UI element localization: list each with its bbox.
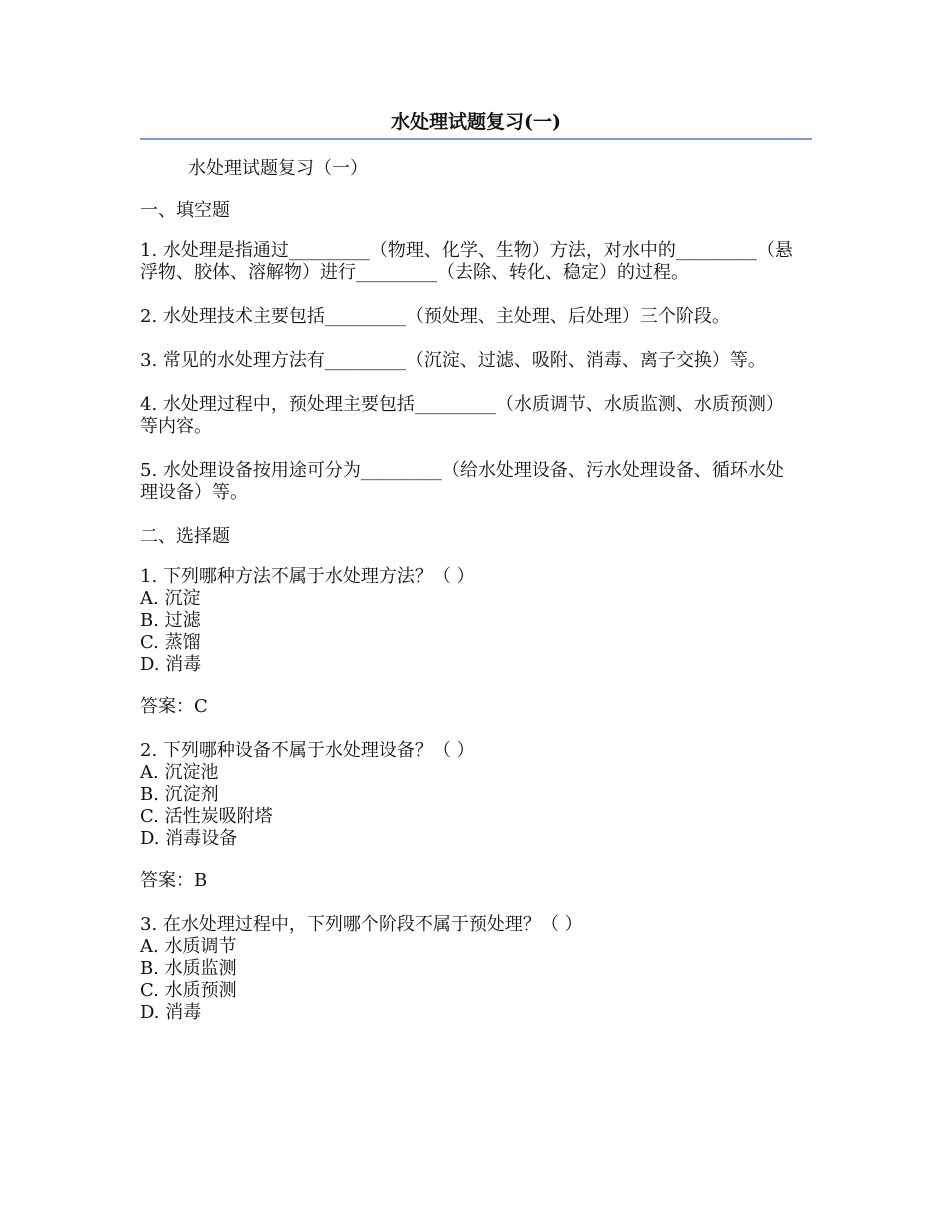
fill-question-5: 5. 水处理设备按用途可分为_________（给水处理设备、污水处理设备、循环水处理设备）等。 bbox=[140, 460, 784, 503]
option-d: D. 消毒 bbox=[140, 1002, 202, 1023]
question-text: 3. 在水处理过程中，下列哪个阶段不属于预处理？（ ） bbox=[140, 914, 583, 935]
option-a: A. 沉淀池 bbox=[140, 762, 219, 783]
section-heading-choice: 二、选择题 bbox=[140, 526, 230, 547]
option-c: C. 蒸馏 bbox=[140, 632, 201, 653]
fill-question-1: 1. 水处理是指通过_________（物理、化学、生物）方法，对水中的_________（悬浮物、胶体、溶解物）进行_________（去除、转化、稳定）的过程。 bbox=[140, 240, 793, 283]
question-text: 2. 下列哪种设备不属于水处理设备？（ ） bbox=[140, 740, 475, 761]
option-b: B. 沉淀剂 bbox=[140, 784, 219, 805]
option-c: C. 水质预测 bbox=[140, 980, 237, 1001]
title-divider bbox=[140, 138, 812, 140]
fill-question-3: 3. 常见的水处理方法有_________（沉淀、过滤、吸附、消毒、离子交换）等。 bbox=[140, 350, 766, 371]
fill-question-2: 2. 水处理技术主要包括_________（预处理、主处理、后处理）三个阶段。 bbox=[140, 306, 730, 327]
document-page bbox=[140, 108, 812, 1044]
option-c: C. 活性炭吸附塔 bbox=[140, 806, 273, 827]
answer-2: 答案：B bbox=[140, 870, 208, 891]
choice-question-1 bbox=[140, 566, 812, 676]
fill-question-4: 4. 水处理过程中，预处理主要包括_________（水质调节、水质监测、水质预测）等内容。 bbox=[140, 394, 784, 437]
option-a: A. 水质调节 bbox=[140, 936, 237, 957]
option-b: B. 水质监测 bbox=[140, 958, 237, 979]
document-subtitle: 水处理试题复习（一） bbox=[188, 158, 368, 179]
option-a: A. 沉淀 bbox=[140, 588, 201, 609]
answer-1: 答案：C bbox=[140, 696, 208, 717]
option-b: B. 过滤 bbox=[140, 610, 201, 631]
option-d: D. 消毒 bbox=[140, 654, 202, 675]
choice-question-3 bbox=[140, 914, 812, 1024]
document-title: 水处理试题复习(一) bbox=[391, 111, 561, 133]
section-heading-fill: 一、填空题 bbox=[140, 200, 230, 221]
option-d: D. 消毒设备 bbox=[140, 828, 238, 849]
question-text: 1. 下列哪种方法不属于水处理方法？（ ） bbox=[140, 566, 475, 587]
choice-question-2 bbox=[140, 740, 812, 850]
